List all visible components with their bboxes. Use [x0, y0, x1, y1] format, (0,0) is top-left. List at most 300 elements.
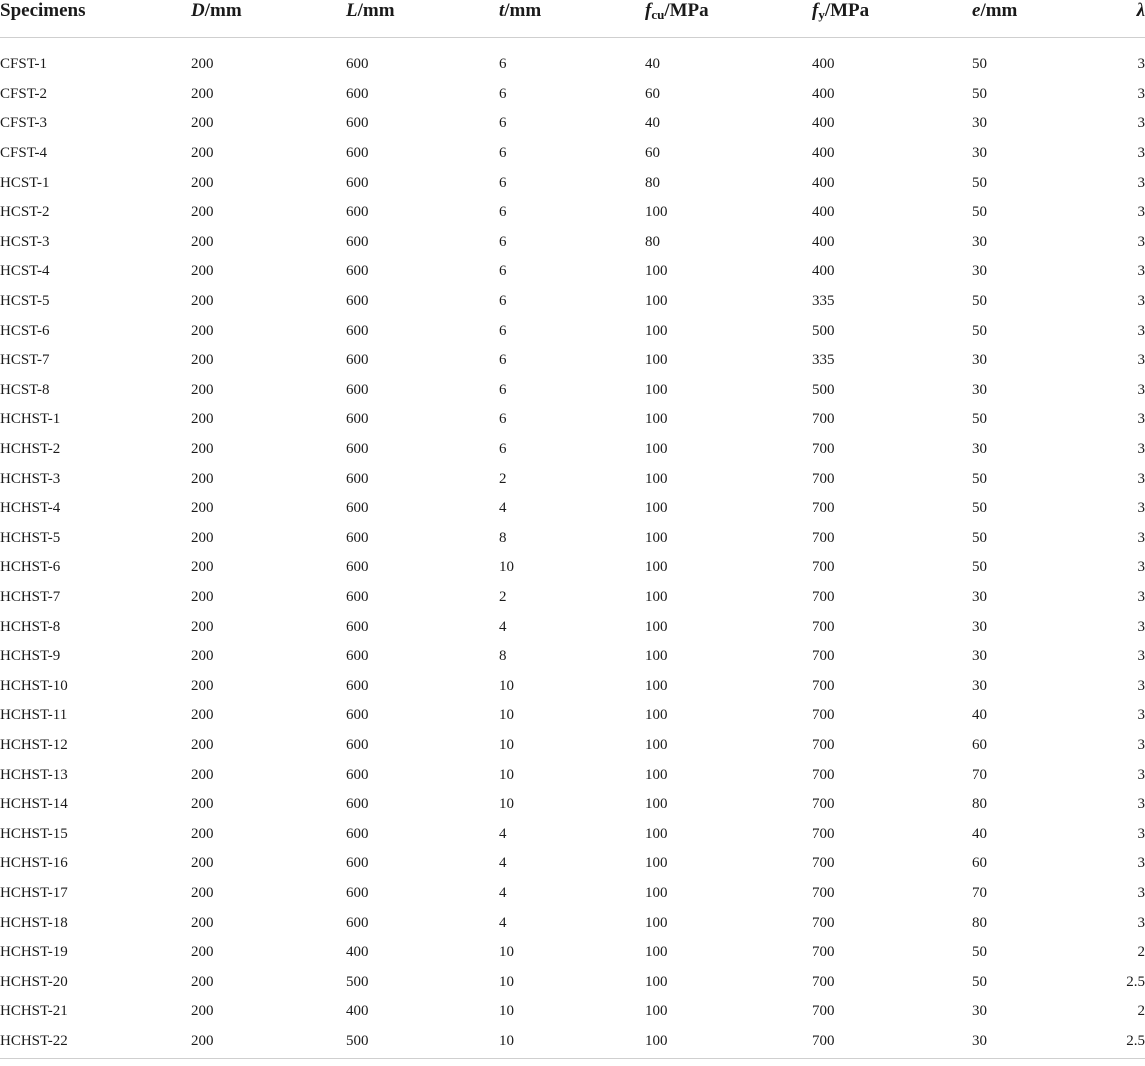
cell-eccentricity: 70	[972, 884, 987, 901]
cell-thickness: 10	[499, 707, 514, 724]
cell-fcu: 100	[645, 559, 668, 576]
cell-thickness: 4	[499, 855, 507, 872]
cell-slenderness: 2	[1137, 944, 1145, 961]
cell-diameter: 200	[191, 500, 214, 517]
cell-specimen: CFST-2	[0, 85, 47, 102]
cell-thickness: 6	[499, 352, 507, 369]
cell-thickness: 2	[499, 470, 507, 487]
cell-length: 600	[346, 855, 369, 872]
cell-slenderness: 3	[1137, 884, 1145, 901]
cell-diameter: 200	[191, 618, 214, 635]
table-row	[0, 405, 1145, 435]
cell-specimen: HCHST-22	[0, 1032, 68, 1049]
cell-diameter: 200	[191, 293, 214, 310]
cell-slenderness: 3	[1137, 677, 1145, 694]
cell-length: 600	[346, 441, 369, 458]
header-thickness: t/mm	[499, 0, 645, 38]
cell-eccentricity: 50	[972, 944, 987, 961]
cell-slenderness: 3	[1137, 736, 1145, 753]
cell-thickness: 8	[499, 648, 507, 665]
table-row	[0, 376, 1145, 406]
cell-thickness: 6	[499, 263, 507, 280]
table-row	[0, 642, 1145, 672]
cell-slenderness: 3	[1137, 648, 1145, 665]
cell-fcu: 100	[645, 618, 668, 635]
cell-diameter: 200	[191, 174, 214, 191]
table-body	[0, 38, 1145, 1059]
cell-fcu: 100	[645, 588, 668, 605]
cell-length: 600	[346, 914, 369, 931]
cell-specimen: CFST-4	[0, 145, 47, 162]
cell-length: 600	[346, 618, 369, 635]
cell-fcu: 100	[645, 352, 668, 369]
cell-fcu: 100	[645, 381, 668, 398]
cell-diameter: 200	[191, 648, 214, 665]
cell-thickness: 6	[499, 56, 507, 73]
cell-eccentricity: 50	[972, 56, 987, 73]
cell-thickness: 10	[499, 1032, 514, 1049]
cell-fcu: 100	[645, 973, 668, 990]
table-row	[0, 524, 1145, 554]
cell-specimen: HCHST-7	[0, 588, 61, 605]
cell-fy: 400	[812, 115, 835, 132]
cell-eccentricity: 80	[972, 796, 987, 813]
cell-length: 600	[346, 470, 369, 487]
cell-specimen: HCHST-11	[0, 707, 68, 724]
header-eccentricity: e/mm	[972, 0, 1112, 38]
table-row	[0, 612, 1145, 642]
cell-fcu: 100	[645, 322, 668, 339]
cell-diameter: 200	[191, 56, 214, 73]
cell-length: 600	[346, 707, 369, 724]
cell-slenderness: 3	[1137, 796, 1145, 813]
cell-slenderness: 3	[1137, 293, 1145, 310]
cell-specimen: HCHST-14	[0, 796, 68, 813]
header-specimens: Specimens	[0, 0, 191, 38]
cell-thickness: 6	[499, 293, 507, 310]
table-row	[0, 879, 1145, 909]
cell-eccentricity: 50	[972, 500, 987, 517]
cell-slenderness: 3	[1137, 441, 1145, 458]
cell-fcu: 100	[645, 914, 668, 931]
cell-specimen: HCHST-5	[0, 529, 61, 546]
header-diameter: D/mm	[191, 0, 346, 38]
cell-length: 600	[346, 736, 369, 753]
cell-slenderness: 3	[1137, 411, 1145, 428]
cell-fcu: 100	[645, 944, 668, 961]
cell-specimen: HCHST-17	[0, 884, 68, 901]
cell-thickness: 2	[499, 588, 507, 605]
cell-fcu: 100	[645, 855, 668, 872]
cell-slenderness: 3	[1137, 529, 1145, 546]
table-row	[0, 671, 1145, 701]
table-row	[0, 731, 1145, 761]
cell-diameter: 200	[191, 973, 214, 990]
cell-fy: 700	[812, 529, 835, 546]
cell-fy: 700	[812, 677, 835, 694]
cell-eccentricity: 30	[972, 677, 987, 694]
cell-specimen: HCST-1	[0, 174, 50, 191]
cell-specimen: HCHST-12	[0, 736, 68, 753]
cell-slenderness: 3	[1137, 559, 1145, 576]
cell-eccentricity: 30	[972, 145, 987, 162]
cell-diameter: 200	[191, 855, 214, 872]
cell-slenderness: 2.5	[1126, 1032, 1145, 1049]
cell-fcu: 100	[645, 677, 668, 694]
bottom-rule-cell	[0, 1056, 1145, 1059]
cell-specimen: HCHST-13	[0, 766, 68, 783]
cell-eccentricity: 30	[972, 618, 987, 635]
cell-fy: 400	[812, 204, 835, 221]
cell-fy: 400	[812, 233, 835, 250]
cell-eccentricity: 60	[972, 855, 987, 872]
cell-diameter: 200	[191, 677, 214, 694]
cell-fcu: 100	[645, 796, 668, 813]
cell-length: 600	[346, 352, 369, 369]
cell-fcu: 100	[645, 263, 668, 280]
cell-fcu: 100	[645, 441, 668, 458]
cell-thickness: 4	[499, 914, 507, 931]
table-row	[0, 967, 1145, 997]
cell-fcu: 100	[645, 204, 668, 221]
cell-slenderness: 3	[1137, 233, 1145, 250]
table-row	[0, 760, 1145, 790]
cell-fcu: 100	[645, 736, 668, 753]
cell-fcu: 100	[645, 825, 668, 842]
table-bottom-rule	[0, 1056, 1145, 1059]
cell-specimen: HCHST-10	[0, 677, 68, 694]
table-row	[0, 38, 1145, 80]
cell-diameter: 200	[191, 914, 214, 931]
cell-eccentricity: 60	[972, 736, 987, 753]
cell-slenderness: 3	[1137, 707, 1145, 724]
cell-slenderness: 3	[1137, 470, 1145, 487]
cell-fcu: 60	[645, 145, 660, 162]
cell-length: 600	[346, 588, 369, 605]
table-row	[0, 908, 1145, 938]
cell-fcu: 100	[645, 1003, 668, 1020]
cell-fcu: 100	[645, 500, 668, 517]
cell-thickness: 10	[499, 973, 514, 990]
cell-thickness: 4	[499, 618, 507, 635]
cell-slenderness: 3	[1137, 145, 1145, 162]
cell-fy: 700	[812, 796, 835, 813]
cell-length: 400	[346, 1003, 369, 1020]
cell-eccentricity: 30	[972, 233, 987, 250]
cell-diameter: 200	[191, 944, 214, 961]
cell-length: 600	[346, 529, 369, 546]
cell-diameter: 200	[191, 115, 214, 132]
header-length: L/mm	[346, 0, 499, 38]
cell-diameter: 200	[191, 588, 214, 605]
table-row	[0, 228, 1145, 258]
cell-specimen: HCST-3	[0, 233, 50, 250]
cell-diameter: 200	[191, 263, 214, 280]
cell-thickness: 6	[499, 381, 507, 398]
cell-fy: 500	[812, 381, 835, 398]
table-row	[0, 494, 1145, 524]
cell-eccentricity: 30	[972, 115, 987, 132]
cell-eccentricity: 50	[972, 559, 987, 576]
cell-eccentricity: 30	[972, 1032, 987, 1049]
cell-specimen: HCHST-4	[0, 500, 61, 517]
cell-fcu: 100	[645, 648, 668, 665]
cell-specimen: HCST-4	[0, 263, 50, 280]
cell-thickness: 6	[499, 204, 507, 221]
cell-thickness: 10	[499, 559, 514, 576]
cell-thickness: 4	[499, 884, 507, 901]
cell-specimen: HCST-8	[0, 381, 50, 398]
cell-eccentricity: 50	[972, 174, 987, 191]
table-row	[0, 997, 1145, 1027]
header-steel-yield-strength: $f_y$/MPa	[812, 0, 972, 38]
cell-fcu: 100	[645, 293, 668, 310]
cell-slenderness: 3	[1137, 352, 1145, 369]
cell-eccentricity: 30	[972, 381, 987, 398]
table-row	[0, 139, 1145, 169]
cell-specimen: HCHST-16	[0, 855, 68, 872]
cell-length: 500	[346, 973, 369, 990]
cell-thickness: 8	[499, 529, 507, 546]
cell-slenderness: 3	[1137, 855, 1145, 872]
cell-fy: 700	[812, 500, 835, 517]
cell-eccentricity: 40	[972, 825, 987, 842]
cell-length: 600	[346, 677, 369, 694]
cell-length: 600	[346, 322, 369, 339]
table-row	[0, 109, 1145, 139]
cell-fy: 700	[812, 588, 835, 605]
cell-length: 600	[346, 145, 369, 162]
cell-slenderness: 3	[1137, 766, 1145, 783]
table-row	[0, 701, 1145, 731]
cell-thickness: 6	[499, 233, 507, 250]
cell-specimen: HCHST-6	[0, 559, 61, 576]
cell-thickness: 10	[499, 1003, 514, 1020]
cell-length: 600	[346, 174, 369, 191]
cell-fy: 700	[812, 855, 835, 872]
cell-fy: 700	[812, 914, 835, 931]
header-slenderness: λ	[1112, 0, 1145, 38]
cell-specimen: HCHST-21	[0, 1003, 68, 1020]
cell-fy: 500	[812, 322, 835, 339]
cell-fcu: 40	[645, 115, 660, 132]
cell-eccentricity: 50	[972, 973, 987, 990]
table-row	[0, 938, 1145, 968]
cell-fy: 700	[812, 1003, 835, 1020]
cell-thickness: 10	[499, 736, 514, 753]
cell-fy: 335	[812, 352, 835, 369]
cell-eccentricity: 30	[972, 648, 987, 665]
cell-specimen: HCHST-18	[0, 914, 68, 931]
cell-diameter: 200	[191, 352, 214, 369]
cell-fcu: 100	[645, 884, 668, 901]
cell-diameter: 200	[191, 559, 214, 576]
cell-diameter: 200	[191, 233, 214, 250]
cell-fy: 700	[812, 648, 835, 665]
cell-diameter: 200	[191, 1032, 214, 1049]
table-row	[0, 168, 1145, 198]
cell-length: 600	[346, 204, 369, 221]
cell-fcu: 100	[645, 470, 668, 487]
table-row	[0, 198, 1145, 228]
cell-specimen: CFST-1	[0, 56, 47, 73]
cell-slenderness: 3	[1137, 825, 1145, 842]
table-row	[0, 790, 1145, 820]
table-row	[0, 583, 1145, 613]
cell-fy: 700	[812, 973, 835, 990]
cell-slenderness: 3	[1137, 381, 1145, 398]
cell-length: 600	[346, 766, 369, 783]
cell-eccentricity: 80	[972, 914, 987, 931]
cell-diameter: 200	[191, 145, 214, 162]
cell-slenderness: 3	[1137, 115, 1145, 132]
cell-length: 600	[346, 796, 369, 813]
cell-fcu: 80	[645, 233, 660, 250]
cell-diameter: 200	[191, 441, 214, 458]
cell-length: 600	[346, 115, 369, 132]
cell-length: 600	[346, 825, 369, 842]
cell-specimen: HCST-6	[0, 322, 50, 339]
cell-eccentricity: 40	[972, 707, 987, 724]
cell-thickness: 6	[499, 115, 507, 132]
cell-length: 600	[346, 381, 369, 398]
cell-eccentricity: 50	[972, 85, 987, 102]
cell-specimen: HCHST-9	[0, 648, 61, 665]
cell-thickness: 6	[499, 441, 507, 458]
cell-length: 600	[346, 500, 369, 517]
cell-fcu: 100	[645, 411, 668, 428]
cell-length: 600	[346, 85, 369, 102]
cell-fy: 400	[812, 85, 835, 102]
cell-fcu: 60	[645, 85, 660, 102]
cell-specimen: HCHST-20	[0, 973, 68, 990]
cell-diameter: 200	[191, 766, 214, 783]
table-row	[0, 346, 1145, 376]
cell-slenderness: 3	[1137, 500, 1145, 517]
cell-diameter: 200	[191, 825, 214, 842]
cell-eccentricity: 50	[972, 529, 987, 546]
cell-thickness: 6	[499, 411, 507, 428]
cell-fy: 700	[812, 411, 835, 428]
table-row	[0, 80, 1145, 110]
cell-fcu: 100	[645, 529, 668, 546]
cell-length: 600	[346, 56, 369, 73]
cell-fy: 700	[812, 736, 835, 753]
cell-fcu: 80	[645, 174, 660, 191]
table-row	[0, 849, 1145, 879]
cell-fy: 700	[812, 441, 835, 458]
cell-fcu: 100	[645, 766, 668, 783]
cell-slenderness: 3	[1137, 263, 1145, 280]
header-row	[0, 0, 1145, 38]
cell-eccentricity: 50	[972, 293, 987, 310]
cell-fy: 400	[812, 174, 835, 191]
cell-fy: 700	[812, 944, 835, 961]
cell-eccentricity: 50	[972, 411, 987, 428]
cell-thickness: 10	[499, 796, 514, 813]
cell-eccentricity: 50	[972, 470, 987, 487]
cell-slenderness: 3	[1137, 322, 1145, 339]
cell-thickness: 6	[499, 85, 507, 102]
cell-eccentricity: 30	[972, 263, 987, 280]
cell-thickness: 6	[499, 174, 507, 191]
cell-fy: 700	[812, 1032, 835, 1049]
cell-thickness: 4	[499, 500, 507, 517]
table-row	[0, 316, 1145, 346]
cell-diameter: 200	[191, 85, 214, 102]
cell-specimen: HCHST-3	[0, 470, 61, 487]
cell-fy: 700	[812, 470, 835, 487]
cell-length: 600	[346, 648, 369, 665]
cell-fy: 700	[812, 884, 835, 901]
cell-specimen: HCHST-19	[0, 944, 68, 961]
cell-fcu: 40	[645, 56, 660, 73]
cell-specimen: HCST-2	[0, 204, 50, 221]
cell-slenderness: 3	[1137, 174, 1145, 191]
cell-slenderness: 2	[1137, 1003, 1145, 1020]
cell-length: 600	[346, 884, 369, 901]
cell-eccentricity: 30	[972, 352, 987, 369]
cell-fy: 700	[812, 825, 835, 842]
cell-thickness: 10	[499, 677, 514, 694]
cell-slenderness: 3	[1137, 56, 1145, 73]
cell-fy: 400	[812, 145, 835, 162]
cell-thickness: 6	[499, 322, 507, 339]
cell-diameter: 200	[191, 411, 214, 428]
cell-length: 500	[346, 1032, 369, 1049]
cell-length: 600	[346, 411, 369, 428]
cell-specimen: HCHST-1	[0, 411, 61, 428]
cell-specimen: CFST-3	[0, 115, 47, 132]
header-concrete-strength: $f_{cu}$/MPa	[645, 0, 812, 38]
table-row	[0, 553, 1145, 583]
cell-eccentricity: 30	[972, 1003, 987, 1020]
cell-diameter: 200	[191, 204, 214, 221]
cell-fy: 700	[812, 766, 835, 783]
table-row	[0, 257, 1145, 287]
cell-diameter: 200	[191, 796, 214, 813]
cell-specimen: HCHST-2	[0, 441, 61, 458]
cell-diameter: 200	[191, 736, 214, 753]
cell-thickness: 10	[499, 944, 514, 961]
cell-diameter: 200	[191, 707, 214, 724]
cell-slenderness: 3	[1137, 914, 1145, 931]
cell-eccentricity: 50	[972, 322, 987, 339]
cell-length: 400	[346, 944, 369, 961]
cell-slenderness: 3	[1137, 618, 1145, 635]
table-row	[0, 1027, 1145, 1057]
cell-diameter: 200	[191, 381, 214, 398]
cell-length: 600	[346, 263, 369, 280]
cell-slenderness: 3	[1137, 85, 1145, 102]
cell-thickness: 6	[499, 145, 507, 162]
cell-specimen: HCHST-8	[0, 618, 61, 635]
cell-diameter: 200	[191, 884, 214, 901]
cell-specimen: HCST-5	[0, 293, 50, 310]
cell-length: 600	[346, 233, 369, 250]
table-row	[0, 464, 1145, 494]
cell-slenderness: 3	[1137, 588, 1145, 605]
cell-fy: 400	[812, 56, 835, 73]
cell-slenderness: 3	[1137, 204, 1145, 221]
cell-length: 600	[346, 559, 369, 576]
cell-length: 600	[346, 293, 369, 310]
cell-thickness: 10	[499, 766, 514, 783]
cell-slenderness: 2.5	[1126, 973, 1145, 990]
cell-thickness: 4	[499, 825, 507, 842]
cell-eccentricity: 30	[972, 588, 987, 605]
cell-diameter: 200	[191, 1003, 214, 1020]
